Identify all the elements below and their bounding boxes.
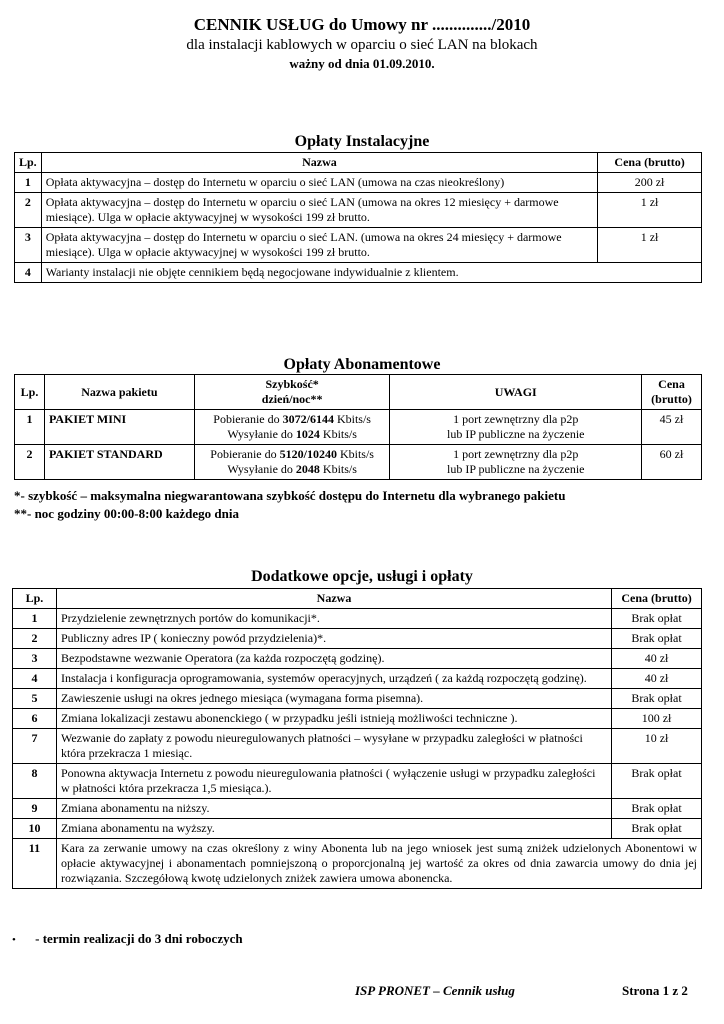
row-lp: 10 <box>13 819 57 839</box>
row-price: 40 zł <box>612 669 702 689</box>
row-lp: 11 <box>13 839 57 889</box>
note-line1: 1 port zewnętrzny dla p2p <box>453 447 579 461</box>
row-speed <box>194 410 390 445</box>
header-lp: Lp. <box>15 375 45 410</box>
realization-note <box>12 931 243 947</box>
row-price: Brak opłat <box>612 764 702 799</box>
bullet: • <box>12 934 16 946</box>
table-row <box>15 228 702 263</box>
table-row <box>13 609 702 629</box>
header-speed <box>194 375 390 410</box>
row-lp: 3 <box>13 649 57 669</box>
row-name: Zmiana abonamentu na niższy. <box>56 799 611 819</box>
row-name: Ponowna aktywacja Internetu z powodu nieuregulowania płatności ( wyłączenie usługi w przypadku zaległości w płatności która przekracza 1,5 miesiąca.). <box>56 764 611 799</box>
header-lp: Lp. <box>15 153 42 173</box>
header-package-name: Nazwa pakietu <box>44 375 194 410</box>
row-name: Publiczny adres IP ( konieczny powód przydzielenia)*. <box>56 629 611 649</box>
table-row <box>15 173 702 193</box>
row-lp: 8 <box>13 764 57 799</box>
download-label: Pobieranie do <box>210 447 280 461</box>
row-name: Warianty instalacji nie objęte cennikiem będą negocjowane indywidualnie z klientem. <box>41 263 701 283</box>
row-name: Kara za zerwanie umowy na czas określony z winy Abonenta lub na jego wniosek jest sumą zniżek udzielonych Abonentowi w opłacie aktywacyjnej i abonamentach pomniejszoną o proporcjonalną jej wartość za okres od dnia zawarcia umowy do dnia jej rozwiązania. Szczegółową kwotę udzielonych zniżek zawiera umowa abonencka. <box>56 839 701 889</box>
download-label: Pobieranie do <box>213 412 283 426</box>
table-row <box>13 709 702 729</box>
row-price: Brak opłat <box>612 819 702 839</box>
download-unit: Kbits/s <box>336 447 374 461</box>
row-price: 1 zł <box>598 193 702 228</box>
table-row <box>13 839 702 889</box>
table-row <box>13 689 702 709</box>
row-name: Bezpodstawne wezwanie Operatora (za każda rozpoczętą godzinę). <box>56 649 611 669</box>
footer-company: ISP PRONET – Cennik usług <box>355 983 515 998</box>
download-unit: Kbits/s <box>333 412 371 426</box>
row-price: Brak opłat <box>612 609 702 629</box>
header-speed-line2: dzień/noc** <box>261 392 323 406</box>
table-row <box>13 649 702 669</box>
row-notes <box>390 445 642 480</box>
page-title: CENNIK USŁUG do Umowy nr ............../2010 <box>193 15 531 34</box>
row-lp: 5 <box>13 689 57 709</box>
table-header-row <box>15 375 702 410</box>
row-name: Zmiana lokalizacji zestawu abonenckiego ( w przypadku jeśli istnieją możliwości techniczne ). <box>56 709 611 729</box>
realization-note-text: - termin realizacji do 3 dni roboczych <box>35 931 243 946</box>
download-speed <box>199 447 386 462</box>
row-speed <box>194 445 390 480</box>
installation-table <box>14 152 702 283</box>
header-name: Nazwa <box>56 589 611 609</box>
row-price: Brak opłat <box>612 689 702 709</box>
header-price: Cena (brutto) <box>598 153 702 173</box>
header-name: Nazwa <box>41 153 597 173</box>
row-name: Przydzielenie zewnętrznych portów do komunikacji*. <box>56 609 611 629</box>
row-name: Wezwanie do zapłaty z powodu nieuregulowanych płatności – wysyłane w przypadku zaległości w płatności która przekracza 1 miesiąc. <box>56 729 611 764</box>
row-price: 100 zł <box>612 709 702 729</box>
table-header-row <box>15 153 702 173</box>
table-row <box>15 445 702 480</box>
row-lp: 2 <box>15 445 45 480</box>
upload-speed <box>199 462 386 477</box>
row-price: 10 zł <box>612 729 702 764</box>
download-value: 3072/6144 <box>282 412 334 426</box>
row-price: Brak opłat <box>612 799 702 819</box>
row-lp: 2 <box>13 629 57 649</box>
speed-footnote: *- szybkość – maksymalna niegwarantowana szybkość dostępu do Internetu dla wybranego pakietu <box>14 488 566 503</box>
installation-section-title: Opłaty Instalacyjne <box>294 133 430 150</box>
row-lp: 1 <box>15 410 45 445</box>
row-name: Zmiana abonamentu na wyższy. <box>56 819 611 839</box>
table-row <box>15 410 702 445</box>
table-row <box>13 764 702 799</box>
download-value: 5120/10240 <box>279 447 337 461</box>
subscription-section-title: Opłaty Abonamentowe <box>283 356 441 373</box>
header-price-line2: (brutto) <box>651 392 692 406</box>
table-row <box>13 799 702 819</box>
row-lp: 9 <box>13 799 57 819</box>
upload-value: 1024 <box>295 427 320 441</box>
upload-unit: Kbits/s <box>319 427 357 441</box>
extras-section-title: Dodatkowe opcje, usługi i opłaty <box>251 568 473 585</box>
row-name: Opłata aktywacyjna – dostęp do Internetu w oparciu o sieć LAN (umowa na czas nieokreślony) <box>41 173 597 193</box>
header-price-line1: Cena <box>658 377 685 391</box>
header-price: Cena (brutto) <box>612 589 702 609</box>
extras-table <box>12 588 702 889</box>
row-price: 45 zł <box>642 410 702 445</box>
header-notes: UWAGI <box>390 375 642 410</box>
header-lp: Lp. <box>13 589 57 609</box>
header-price <box>642 375 702 410</box>
table-row <box>15 263 702 283</box>
download-speed <box>199 412 386 427</box>
row-lp: 4 <box>13 669 57 689</box>
upload-label: Wysyłanie do <box>227 462 296 476</box>
upload-unit: Kbits/s <box>319 462 357 476</box>
row-price: 40 zł <box>612 649 702 669</box>
row-lp: 4 <box>15 263 42 283</box>
row-price: 1 zł <box>598 228 702 263</box>
upload-value: 2048 <box>295 462 320 476</box>
subscription-table <box>14 374 702 480</box>
row-lp: 1 <box>15 173 42 193</box>
row-name: Opłata aktywacyjna – dostęp do Internetu w oparciu o sieć LAN. (umowa na okres 24 miesięcy + darmowe miesiące). Ulga w opłacie aktywacyjnej w wysokości 199 zł brutto. <box>41 228 597 263</box>
table-row <box>13 629 702 649</box>
note-line2: lub IP publiczne na życzenie <box>446 462 585 476</box>
row-package-name: PAKIET MINI <box>44 410 194 445</box>
header-speed-line1: Szybkość* <box>265 377 319 391</box>
row-price: 200 zł <box>598 173 702 193</box>
table-row <box>15 193 702 228</box>
row-lp: 2 <box>15 193 42 228</box>
table-row <box>13 729 702 764</box>
row-name: Zawieszenie usługi na okres jednego miesiąca (wymagana forma pisemna). <box>56 689 611 709</box>
page-subtitle: dla instalacji kablowych w oparciu o sieć LAN na blokach <box>186 37 538 53</box>
row-package-name: PAKIET STANDARD <box>44 445 194 480</box>
table-row <box>13 669 702 689</box>
row-lp: 7 <box>13 729 57 764</box>
row-notes <box>390 410 642 445</box>
row-lp: 3 <box>15 228 42 263</box>
night-footnote: **- noc godziny 00:00-8:00 każdego dnia <box>14 506 239 521</box>
upload-label: Wysyłanie do <box>227 427 296 441</box>
row-price: 60 zł <box>642 445 702 480</box>
table-row <box>13 819 702 839</box>
valid-from: ważny od dnia 01.09.2010. <box>289 56 435 71</box>
row-name: Instalacja i konfiguracja oprogramowania, systemów operacyjnych, urządzeń ( za każdą rozpoczętą godzinę). <box>56 669 611 689</box>
upload-speed <box>199 427 386 442</box>
table-header-row <box>13 589 702 609</box>
note-line1: 1 port zewnętrzny dla p2p <box>453 412 579 426</box>
row-name: Opłata aktywacyjna – dostęp do Internetu w oparciu o sieć LAN (umowa na okres 12 miesięcy + darmowe miesiące). Ulga w opłacie aktywacyjnej w wysokości 199 zł brutto. <box>41 193 597 228</box>
page-number: Strona 1 z 2 <box>622 983 688 998</box>
row-price: Brak opłat <box>612 629 702 649</box>
note-line2: lub IP publiczne na życzenie <box>446 427 585 441</box>
row-lp: 1 <box>13 609 57 629</box>
row-lp: 6 <box>13 709 57 729</box>
